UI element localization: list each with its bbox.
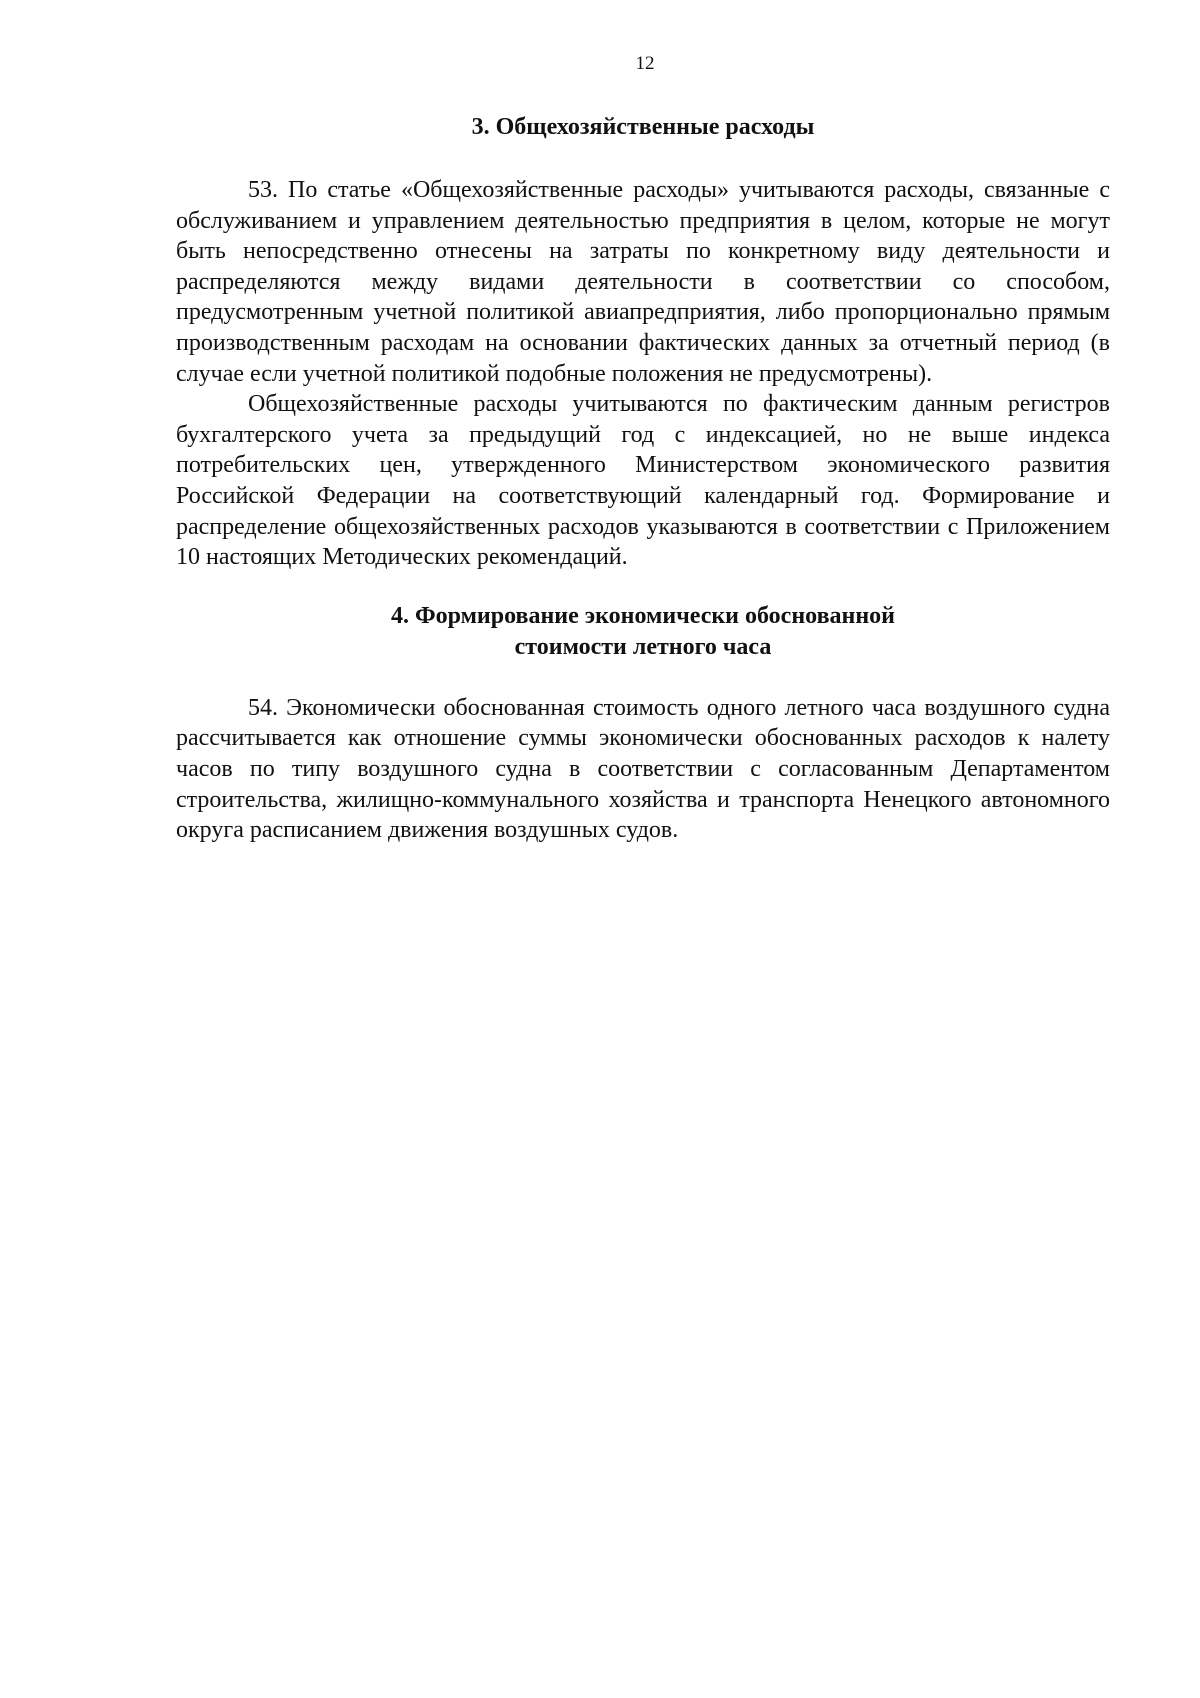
section-4-title <box>176 601 1110 663</box>
document-body <box>176 112 1110 846</box>
spacer <box>176 663 1110 693</box>
paragraph-54: 54. Экономически обоснованная стоимость одного летного часа воздушного судна рассчитывается как отношение суммы экономически обоснованных расходов к налету часов по типу воздушного судна в соответствии с согласованным Департаментом строительства, жилищно-коммунального хозяйства и транспорта Ненецкого автономного округа расписанием движения воздушных судов. <box>176 694 1110 844</box>
spacer <box>176 143 1110 175</box>
paragraph-general-expenses: Общехозяйственные расходы учитываются по фактическим данным регистров бухгалтерского учета за предыдущий год с индексацией, но не выше индекса потребительских цен, утвержденного Министерством экономического развития Российской Федерации на соответствующий календарный год. Формирование и распределение общехозяйственных расходов указываются в соответствии с Приложением 10 настоящих Методических рекомендаций. <box>176 391 1110 571</box>
page-number: 12 <box>635 53 655 74</box>
section-4-title-line-2: стоимости летного часа <box>514 633 772 660</box>
spacer <box>176 573 1110 601</box>
section-3-title-text: 3. Общехозяйственные расходы <box>471 114 815 140</box>
section-3-title <box>176 112 1110 143</box>
paragraph-53: 53. По статье «Общехозяйственные расходы» учитываются расходы, связанные с обслуживанием и управлением деятельностью предприятия в целом, которые не могут быть непосредственно отнесены на затраты по конкретному виду деятельности и распределяются между видами деятельности в соответствии со способом, предусмотренным учетной политикой авиапредприятия, либо пропорционально прямым производственным расходам на основании фактических данных за отчетный период (в случае если учетной политикой подобные положения не предусмотрены). <box>176 177 1110 387</box>
section-4-title-line-1: 4. Формирование экономически обоснованной <box>390 602 896 629</box>
